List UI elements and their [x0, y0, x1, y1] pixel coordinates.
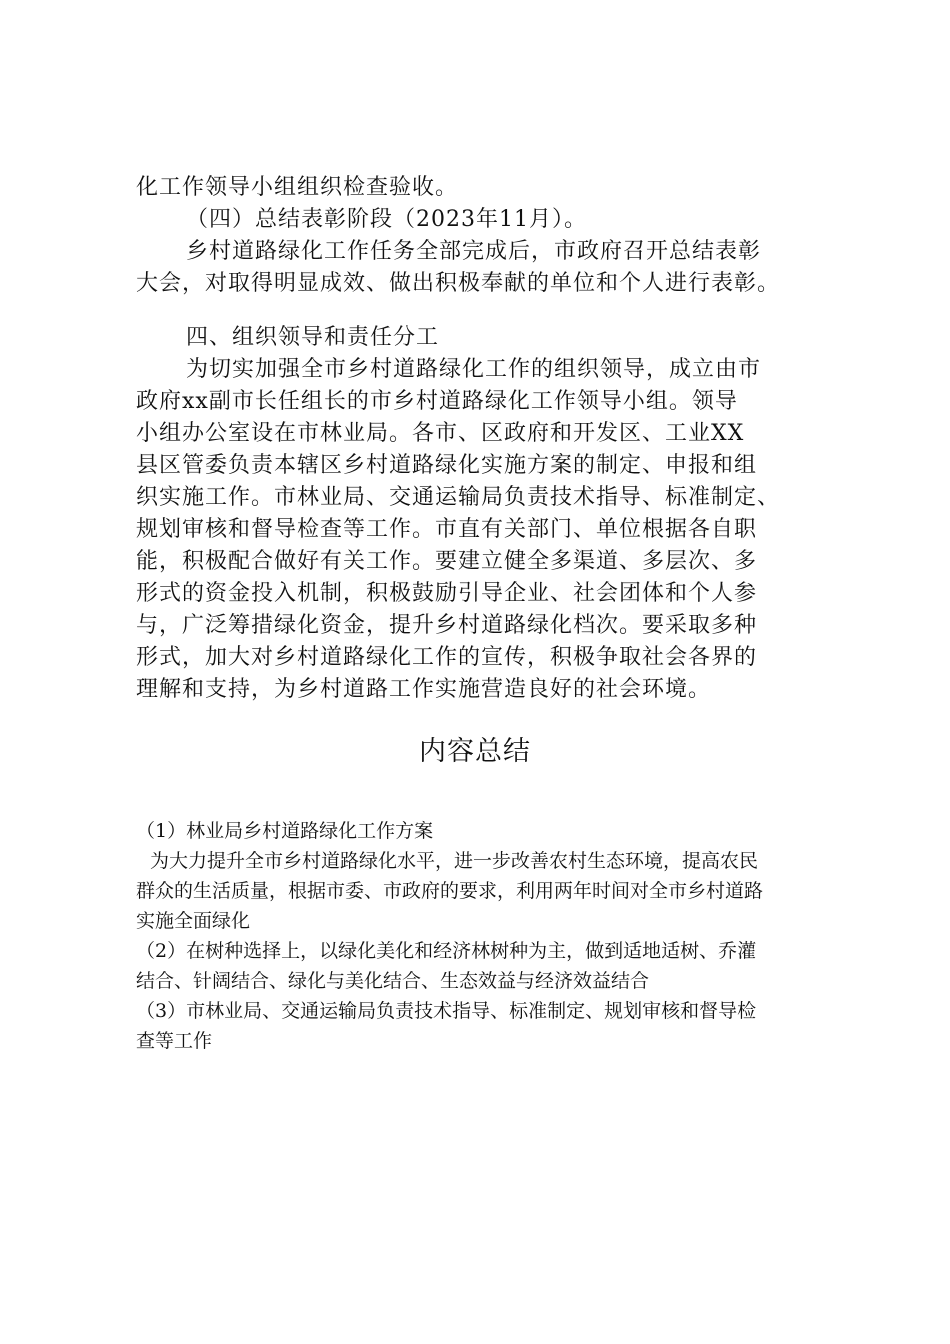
paragraph-organization-line: 规划审核和督导检查等工作。市直有关部门、单位根据各自职 [136, 517, 758, 542]
paragraph-gap [136, 300, 836, 322]
summary-item-2-text: 结合、针阔结合、绿化与美化结合、生态效益与经济效益结合 [136, 970, 650, 992]
summary-item-1-title: （1）林业局乡村道路绿化工作方案 [136, 820, 434, 842]
paragraph-organization-line: 为切实加强全市乡村道路绿化工作的组织领导，成立由市 [186, 357, 762, 382]
paragraph-organization-line: 县区管委负责本辖区乡村道路绿化实施方案的制定、申报和组 [136, 453, 758, 478]
stage-four-heading: （四）总结表彰阶段（2023年11月）。 [186, 207, 587, 232]
main-body [136, 172, 836, 706]
summary-item-3-text: 查等工作 [136, 1030, 213, 1052]
paragraph-organization-line: 能，积极配合做好有关工作。要建立健全多渠道、多层次、多 [136, 549, 758, 574]
section-four-heading: 四、组织领导和责任分工 [186, 325, 440, 350]
summary-item-1-text: 群众的生活质量，根据市委、市政府的要求，利用两年时间对全市乡村道路 [136, 880, 764, 902]
paragraph-commendation-line1: 乡村道路绿化工作任务全部完成后，市政府召开总结表彰 [186, 239, 762, 264]
paragraph-commendation-line2: 大会，对取得明显成效、做出积极奉献的单位和个人进行表彰。 [136, 271, 781, 296]
summary-title: 内容总结 [419, 736, 531, 767]
paragraph-organization-line: 政府xx副市长任组长的市乡村道路绿化工作领导小组。领导 [136, 389, 738, 414]
paragraph-acceptance: 化工作领导小组组织检查验收。 [136, 175, 459, 200]
summary-item-1-text: 为大力提升全市乡村道路绿化水平，进一步改善农村生态环境，提高农民 [150, 850, 759, 872]
paragraph-organization-line: 形式，加大对乡村道路绿化工作的宣传，积极争取社会各界的 [136, 645, 758, 670]
paragraph-organization-line: 与，广泛筹措绿化资金，提升乡村道路绿化档次。要采取多种 [136, 613, 758, 638]
paragraph-organization-line: 小组办公室设在市林业局。各市、区政府和开发区、工业XX [136, 421, 745, 446]
summary-item-3-text: （3）市林业局、交通运输局负责技术指导、标准制定、规划审核和督导检 [136, 1000, 757, 1022]
paragraph-organization-line: 织实施工作。市林业局、交通运输局负责技术指导、标准制定、 [136, 485, 781, 510]
summary-item-1-text: 实施全面绿化 [136, 910, 251, 932]
paragraph-organization-line: 形式的资金投入机制，积极鼓励引导企业、社会团体和个人参 [136, 581, 758, 606]
paragraph-organization-line: 理解和支持，为乡村道路工作实施营造良好的社会环境。 [136, 677, 712, 702]
summary-item-2-text: （2）在树种选择上，以绿化美化和经济林树种为主，做到适地适树、乔灌 [136, 940, 757, 962]
summary-section [136, 816, 816, 1056]
